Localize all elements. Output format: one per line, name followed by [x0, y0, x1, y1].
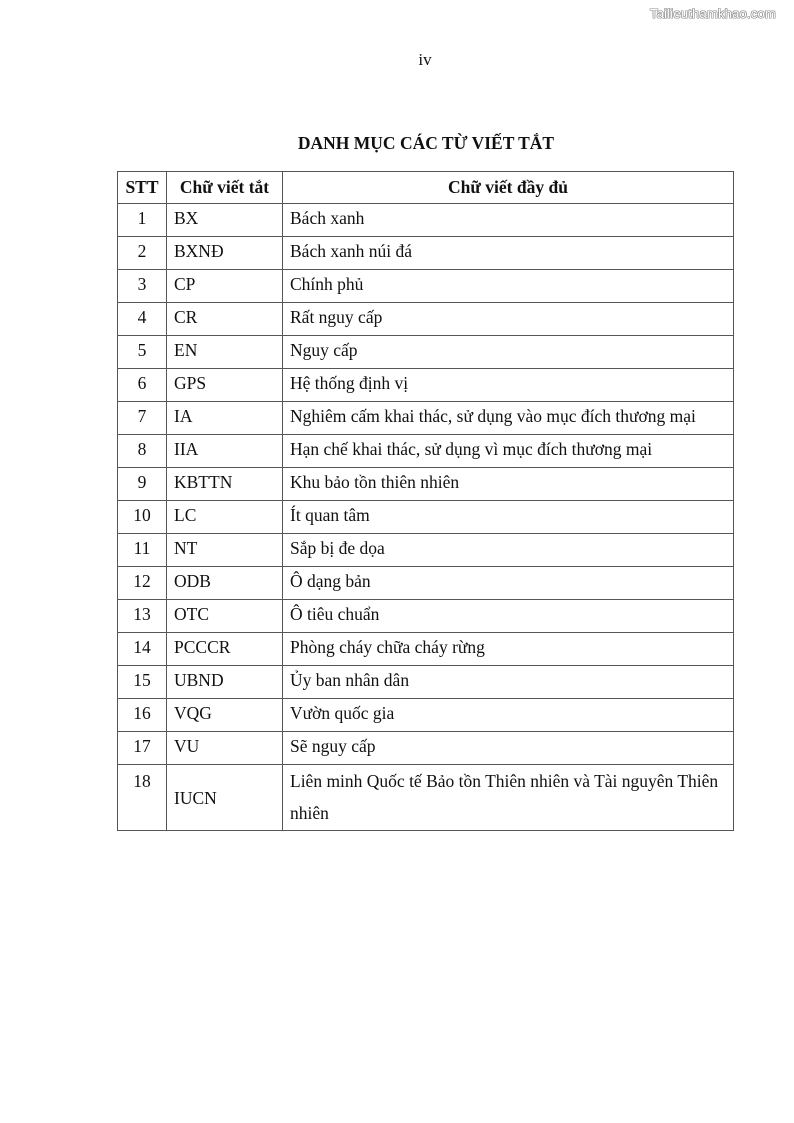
cell-abbreviation: BXNĐ [167, 237, 283, 270]
header-stt: STT [118, 172, 167, 204]
cell-abbreviation: IUCN [167, 765, 283, 831]
cell-full-form: Hạn chế khai thác, sử dụng vì mục đích thương mại [283, 435, 734, 468]
table-row [118, 633, 734, 666]
table-row [118, 435, 734, 468]
cell-full-form: Bách xanh [283, 204, 734, 237]
cell-full-form: Khu bảo tồn thiên nhiên [283, 468, 734, 501]
cell-stt: 8 [118, 435, 167, 468]
table-row [118, 567, 734, 600]
cell-full-form: Rất nguy cấp [283, 303, 734, 336]
table-row [118, 732, 734, 765]
cell-stt: 11 [118, 534, 167, 567]
cell-abbreviation: PCCCR [167, 633, 283, 666]
table-row [118, 270, 734, 303]
cell-abbreviation: VQG [167, 699, 283, 732]
cell-stt: 10 [118, 501, 167, 534]
table-row [118, 336, 734, 369]
table-row [118, 402, 734, 435]
cell-full-form: Ô dạng bản [283, 567, 734, 600]
cell-stt: 15 [118, 666, 167, 699]
cell-abbreviation: GPS [167, 369, 283, 402]
table-row [118, 600, 734, 633]
cell-full-form: Ô tiêu chuẩn [283, 600, 734, 633]
cell-abbreviation: EN [167, 336, 283, 369]
cell-stt: 7 [118, 402, 167, 435]
cell-stt: 6 [118, 369, 167, 402]
cell-abbreviation: KBTTN [167, 468, 283, 501]
cell-stt: 17 [118, 732, 167, 765]
cell-abbreviation: UBND [167, 666, 283, 699]
cell-abbreviation: NT [167, 534, 283, 567]
cell-full-form: Liên minh Quốc tế Bảo tồn Thiên nhiên và Tài nguyên Thiên nhiên [283, 765, 734, 831]
cell-full-form: Ủy ban nhân dân [283, 666, 734, 699]
cell-full-form: Sẽ nguy cấp [283, 732, 734, 765]
table-row [118, 303, 734, 336]
cell-abbreviation: CP [167, 270, 283, 303]
cell-stt: 4 [118, 303, 167, 336]
page-title: DANH MỤC CÁC TỪ VIẾT TẮT [297, 133, 555, 153]
cell-full-form: Nghiêm cấm khai thác, sử dụng vào mục đích thương mại [283, 402, 734, 435]
cell-full-form: Sắp bị đe dọa [283, 534, 734, 567]
table-row [118, 237, 734, 270]
cell-stt: 12 [118, 567, 167, 600]
table-row [118, 534, 734, 567]
header-abbreviation: Chữ viết tắt [167, 172, 283, 204]
table-row [118, 204, 734, 237]
cell-full-form: Vườn quốc gia [283, 699, 734, 732]
cell-stt: 2 [118, 237, 167, 270]
cell-stt: 18 [118, 765, 167, 831]
cell-abbreviation: ODB [167, 567, 283, 600]
cell-abbreviation: VU [167, 732, 283, 765]
cell-abbreviation: IA [167, 402, 283, 435]
cell-full-form: Bách xanh núi đá [283, 237, 734, 270]
page-number: iv [418, 50, 432, 69]
cell-full-form: Phòng cháy chữa cháy rừng [283, 633, 734, 666]
abbreviations-table [117, 171, 734, 831]
watermark: Tailieuthamkhao.com [650, 6, 776, 21]
cell-stt: 5 [118, 336, 167, 369]
table-row [118, 501, 734, 534]
cell-abbreviation: OTC [167, 600, 283, 633]
cell-stt: 14 [118, 633, 167, 666]
cell-abbreviation: CR [167, 303, 283, 336]
cell-abbreviation: LC [167, 501, 283, 534]
cell-full-form: Ít quan tâm [283, 501, 734, 534]
cell-full-form: Nguy cấp [283, 336, 734, 369]
table-header-row [118, 172, 734, 204]
cell-abbreviation: BX [167, 204, 283, 237]
cell-abbreviation: IIA [167, 435, 283, 468]
cell-full-form: Chính phủ [283, 270, 734, 303]
cell-stt: 1 [118, 204, 167, 237]
cell-full-form: Hệ thống định vị [283, 369, 734, 402]
table-row [118, 765, 734, 831]
table-row [118, 699, 734, 732]
header-full-form: Chữ viết đầy đủ [283, 172, 734, 204]
table-row [118, 468, 734, 501]
cell-stt: 3 [118, 270, 167, 303]
cell-stt: 13 [118, 600, 167, 633]
cell-stt: 16 [118, 699, 167, 732]
table-row [118, 666, 734, 699]
table-row [118, 369, 734, 402]
cell-stt: 9 [118, 468, 167, 501]
